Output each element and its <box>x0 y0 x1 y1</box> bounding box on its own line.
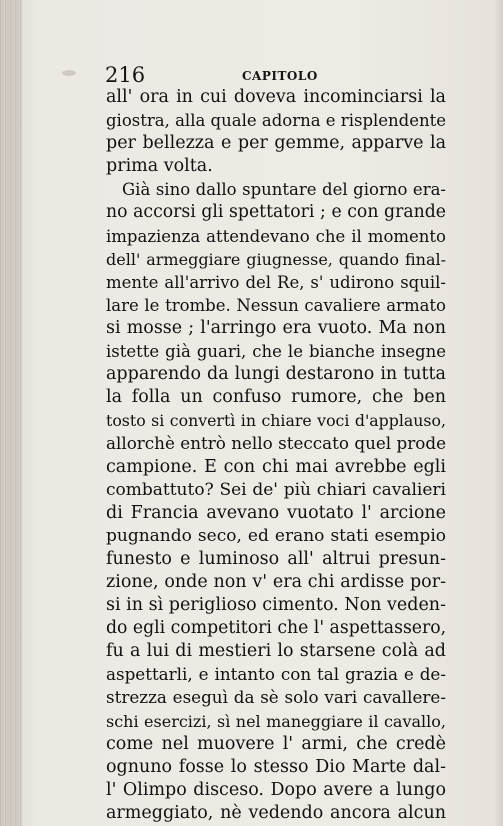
text-line: istette già guari, che le bianche insegne <box>106 342 446 362</box>
text-line: di Francia avevano vuotato l' arcione <box>106 502 446 523</box>
text-line: come nel muovere l' armi, che credè <box>106 733 446 754</box>
text-line: do egli competitori che l' aspettassero, <box>106 618 447 639</box>
text-line: all' ora in cui doveva incominciarsi la <box>106 87 446 107</box>
running-head: CAPITOLO <box>242 69 318 83</box>
text-line: si mosse ; l'arringo era vuoto. Ma non <box>106 317 446 338</box>
text-line: armeggiato, nè vedendo ancora alcun <box>106 802 446 823</box>
text-line: mente all'arrivo del Re, s' udirono squil- <box>106 272 446 292</box>
ink-smudge <box>62 70 76 76</box>
text-line: la folla un confuso rumore, che ben <box>106 387 446 408</box>
text-line: funesto e luminoso all' altrui presun- <box>106 548 446 569</box>
text-line: pugnando seco, ed erano stati esempio <box>106 525 446 546</box>
page-edge <box>493 0 503 826</box>
text-line: impazienza attendevano che il momento <box>106 226 446 246</box>
text-line: ognuno fosse lo stesso Dio Marte dal- <box>106 756 446 777</box>
text-line: per bellezza e per gemme, apparve la <box>106 133 446 154</box>
text-line: schi esercizi, sì nel maneggiare il cavallo, <box>106 711 446 731</box>
text-line: combattuto? Sei de' più chiari cavalieri <box>106 479 446 500</box>
text-line: allorchè entrò nello steccato quel prode <box>106 433 446 454</box>
page-number: 216 <box>105 63 146 87</box>
text-line: fu a lui di mestieri lo starsene colà ad <box>106 641 446 662</box>
text-line: strezza eseguì da sè solo vari cavallere- <box>106 687 446 708</box>
text-line: zione, onde non v' era chi ardisse por- <box>106 571 446 592</box>
text-line: Già sino dallo spuntare del giorno era- <box>122 180 446 200</box>
text-line: lare le trombe. Nessun cavaliere armato <box>106 295 446 315</box>
text-line: giostra, alla quale adorna e risplendente <box>106 111 447 131</box>
page-binding <box>0 0 22 826</box>
body-text <box>106 86 446 825</box>
text-line: prima volta. <box>106 156 213 177</box>
text-line: apparendo da lungi destarono in tutta <box>106 364 446 385</box>
text-line: aspettarli, e intanto con tal grazia e de- <box>106 664 446 685</box>
text-line: si in sì periglioso cimento. Non veden- <box>106 595 446 616</box>
page-header <box>105 62 445 88</box>
text-line: l' Olimpo disceso. Dopo avere a lungo <box>106 779 446 800</box>
text-line: dell' armeggiare giugnesse, quando final- <box>106 249 446 269</box>
text-line: no accorsi gli spettatori ; e con grande <box>106 202 446 223</box>
text-line: tosto si convertì in chiare voci d'applauso, <box>106 411 446 431</box>
text-line: campione. E con chi mai avrebbe egli <box>106 456 446 477</box>
